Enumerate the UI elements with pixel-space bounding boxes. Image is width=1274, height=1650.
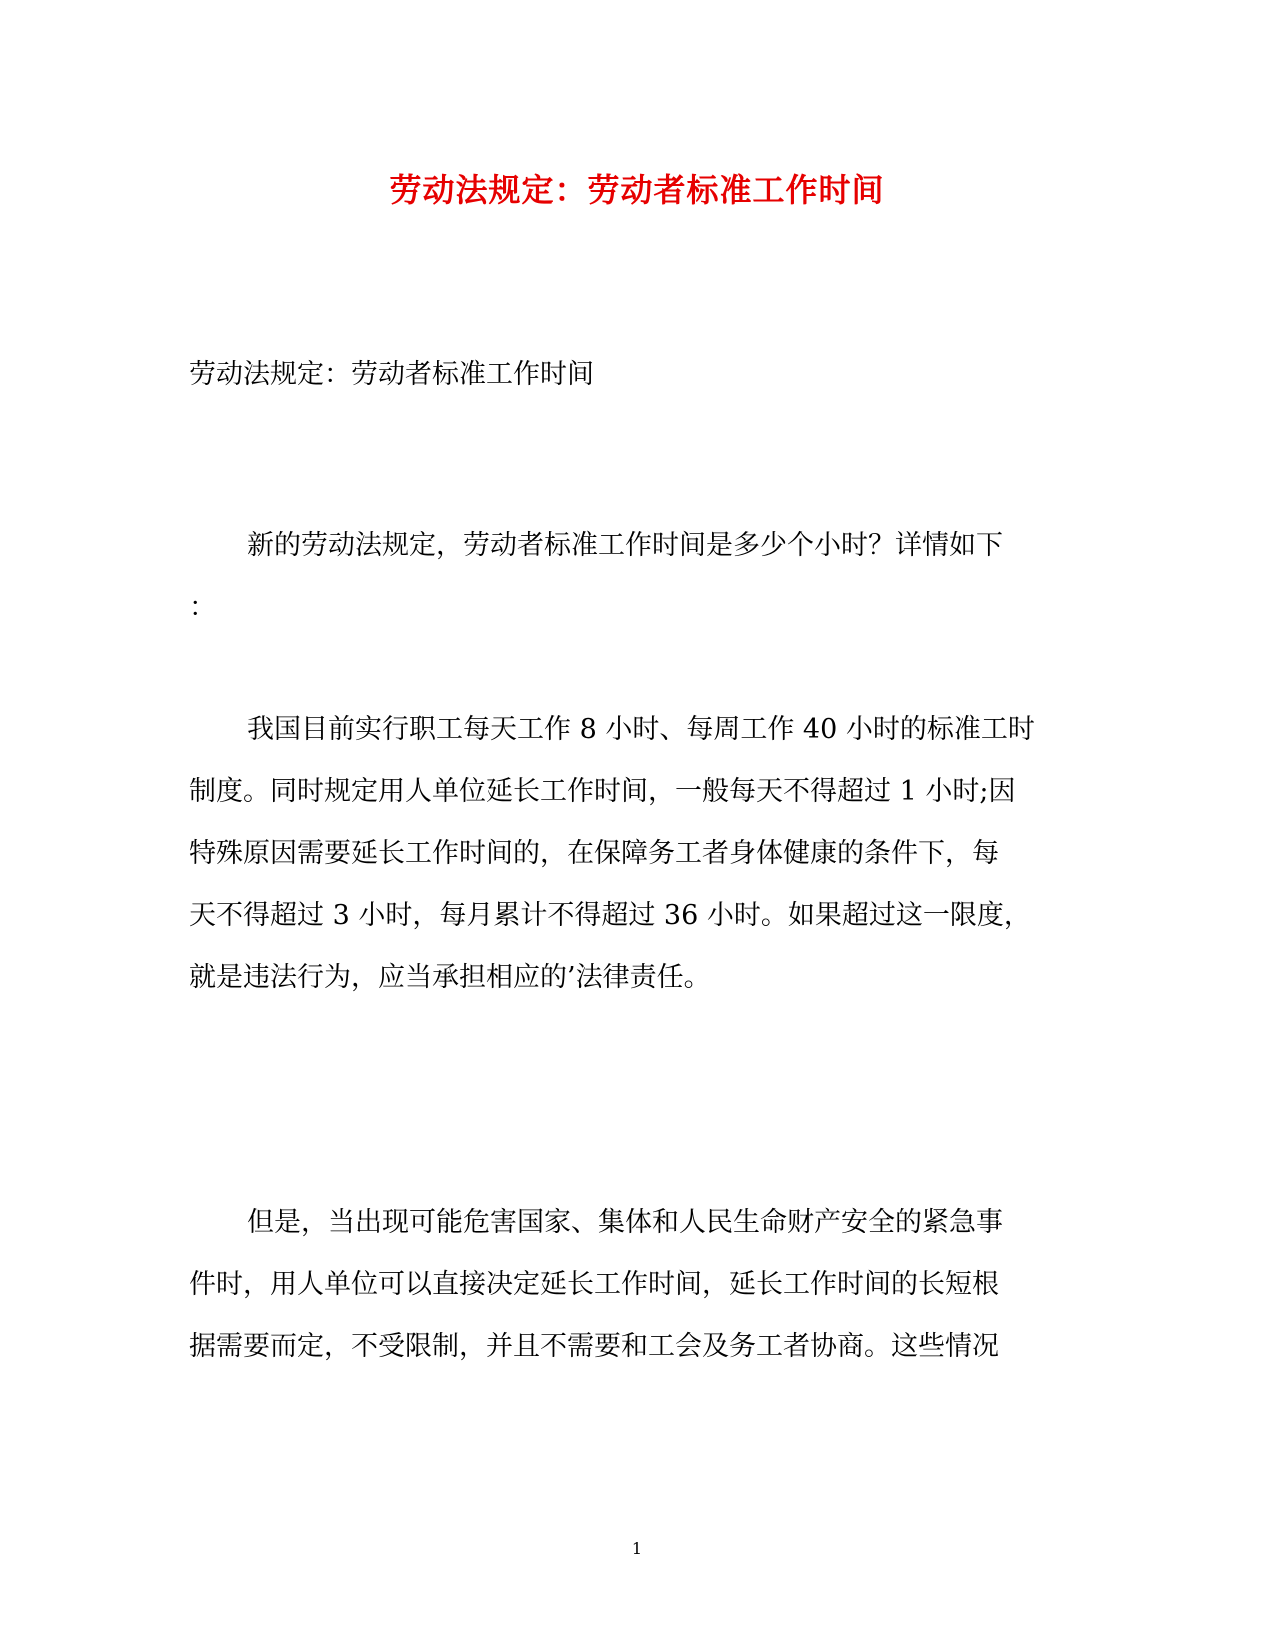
paragraph-line: 但是，当出现可能危害国家、集体和人民生命财产安全的紧急事 bbox=[247, 1207, 1003, 1238]
paragraph-line: 就是违法行为，应当承担相应的’法律责任。 bbox=[189, 962, 711, 993]
paragraph-line: 天不得超过 3 小时，每月累计不得超过 36 小时。如果超过这一限度， bbox=[189, 900, 1031, 931]
paragraph-line: 新的劳动法规定，劳动者标准工作时间是多少个小时？详情如下 bbox=[247, 530, 1003, 561]
paragraph-line: ： bbox=[189, 592, 216, 623]
document-title: 劳动法规定：劳动者标准工作时间 bbox=[389, 171, 885, 209]
paragraph-line: 制度。同时规定用人单位延长工作时间，一般每天不得超过 1 小时;因 bbox=[189, 776, 1016, 807]
paragraph-line: 特殊原因需要延长工作时间的，在保障务工者身体健康的条件下，每 bbox=[189, 838, 999, 869]
document-subtitle: 劳动法规定：劳动者标准工作时间 bbox=[189, 359, 594, 390]
paragraph-line: 件时，用人单位可以直接决定延长工作时间，延长工作时间的长短根 bbox=[189, 1269, 999, 1300]
page-number: 1 bbox=[631, 1539, 643, 1558]
paragraph-line: 我国目前实行职工每天工作 8 小时、每周工作 40 小时的标准工时 bbox=[247, 714, 1035, 745]
paragraph-line: 据需要而定，不受限制，并且不需要和工会及务工者协商。这些情况 bbox=[189, 1331, 999, 1362]
